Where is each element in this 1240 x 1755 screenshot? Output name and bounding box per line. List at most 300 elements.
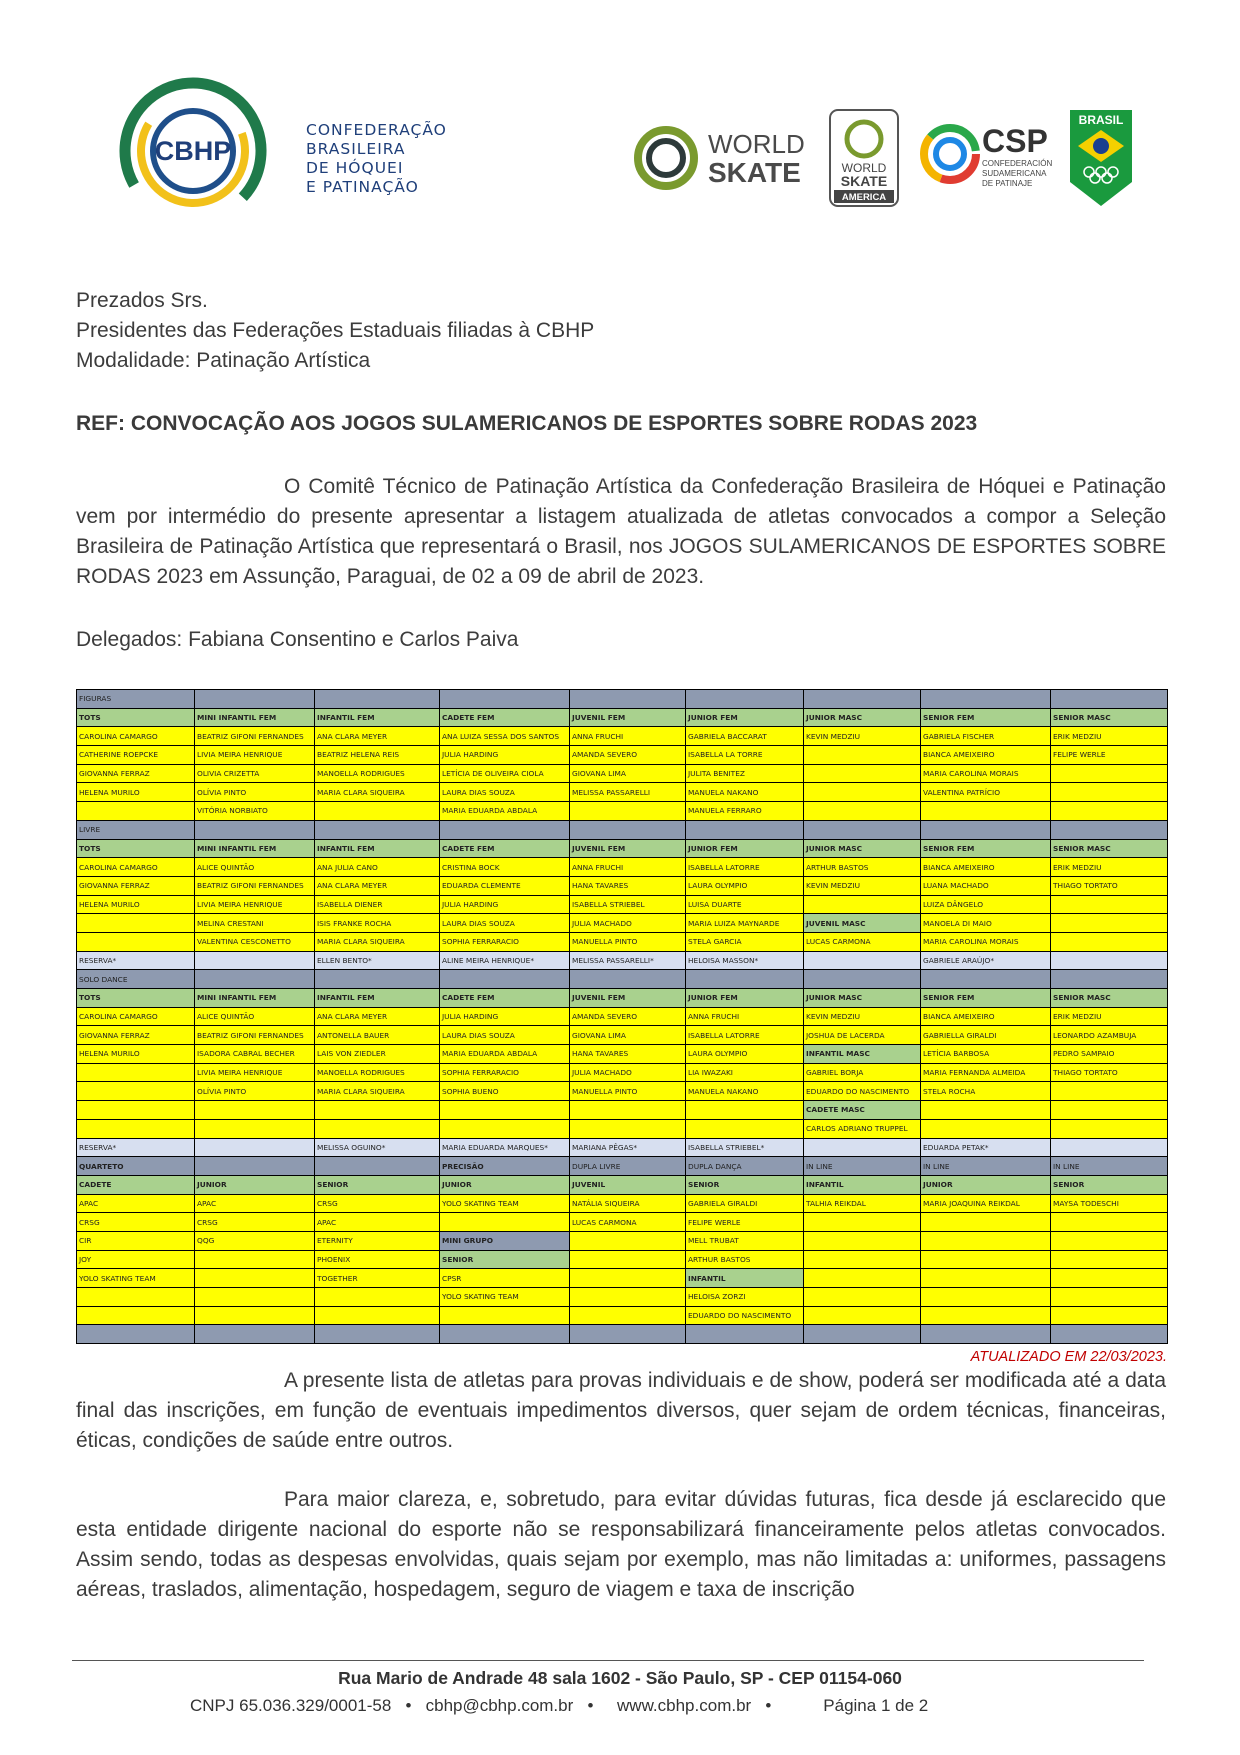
table-cell: MELISSA OGUINO* bbox=[315, 1138, 440, 1157]
table-cell bbox=[315, 1119, 440, 1138]
table-row bbox=[77, 1082, 1168, 1101]
table-cell bbox=[804, 746, 921, 765]
table-cell bbox=[315, 802, 440, 821]
table-cell: LETÍCIA BARBOSA bbox=[921, 1045, 1051, 1064]
table-cell: MANUELLA PINTO bbox=[570, 932, 686, 951]
table-cell: MINI GRUPO bbox=[440, 1231, 570, 1250]
notice-paragraph bbox=[76, 1366, 1166, 1456]
table-cell: BIANCA AMEIXEIRO bbox=[921, 1007, 1051, 1026]
table-cell bbox=[570, 1119, 686, 1138]
table-cell: QQG bbox=[195, 1231, 315, 1250]
svg-text:CSP: CSP bbox=[982, 123, 1048, 159]
table-cell: GABRIELLA GIRALDI bbox=[921, 1026, 1051, 1045]
table-cell: SENIOR bbox=[440, 1250, 570, 1269]
table-cell: LIVRE bbox=[77, 820, 195, 839]
table-cell: JUVENIL bbox=[570, 1175, 686, 1194]
table-cell bbox=[570, 1231, 686, 1250]
table-row bbox=[77, 1250, 1168, 1269]
table-cell bbox=[440, 690, 570, 709]
table-cell bbox=[804, 1306, 921, 1325]
table-cell: ERIK MEDZIU bbox=[1051, 858, 1168, 877]
table-cell: ISABELLA STRIEBEL bbox=[570, 895, 686, 914]
table-cell: PRECISÃO bbox=[440, 1157, 570, 1176]
table-cell: RESERVA* bbox=[77, 951, 195, 970]
table-cell: VITÓRIA NORBIATO bbox=[195, 802, 315, 821]
table-cell: JULIA HARDING bbox=[440, 895, 570, 914]
table-cell: FELIPE WERLE bbox=[686, 1213, 804, 1232]
table-cell bbox=[195, 1325, 315, 1344]
table-cell bbox=[921, 1231, 1051, 1250]
table-cell: ANA JULIA CANO bbox=[315, 858, 440, 877]
table-cell: SENIOR MASC bbox=[1051, 708, 1168, 727]
table-row bbox=[77, 1138, 1168, 1157]
table-cell: MARIA JOAQUINA REIKDAL bbox=[921, 1194, 1051, 1213]
table-cell: AMANDA SEVERO bbox=[570, 1007, 686, 1026]
table-cell bbox=[804, 1213, 921, 1232]
table-cell bbox=[315, 1288, 440, 1307]
table-cell bbox=[1051, 970, 1168, 989]
table-cell bbox=[804, 820, 921, 839]
table-row bbox=[77, 1026, 1168, 1045]
table-cell: ISABELLA STRIEBEL* bbox=[686, 1138, 804, 1157]
table-cell bbox=[440, 820, 570, 839]
table-cell: ALICE QUINTÃO bbox=[195, 858, 315, 877]
table-cell: TOTS bbox=[77, 708, 195, 727]
table-cell: GABRIELA FISCHER bbox=[921, 727, 1051, 746]
table-cell: BEATRIZ HELENA REIS bbox=[315, 746, 440, 765]
table-cell bbox=[77, 1082, 195, 1101]
table-cell bbox=[440, 1306, 570, 1325]
world-skate-america-logo bbox=[830, 110, 898, 206]
table-cell bbox=[804, 1138, 921, 1157]
table-cell bbox=[804, 690, 921, 709]
table-cell: MANUELA NAKANO bbox=[686, 783, 804, 802]
table-cell bbox=[1051, 895, 1168, 914]
table-cell: ANNA FRUCHI bbox=[686, 1007, 804, 1026]
table-cell: HANA TAVARES bbox=[570, 1045, 686, 1064]
table-cell bbox=[195, 1119, 315, 1138]
footer-website: www.cbhp.com.br bbox=[617, 1696, 752, 1715]
table-cell: ANNA FRUCHI bbox=[570, 858, 686, 877]
table-cell bbox=[77, 1119, 195, 1138]
table-cell bbox=[921, 1269, 1051, 1288]
table-cell: MARIA CLARA SIQUEIRA bbox=[315, 932, 440, 951]
table-cell: LAIS VON ZIEDLER bbox=[315, 1045, 440, 1064]
table-cell: IN LINE bbox=[804, 1157, 921, 1176]
table-cell bbox=[570, 690, 686, 709]
table-cell: ANA CLARA MEYER bbox=[315, 876, 440, 895]
table-row bbox=[77, 1175, 1168, 1194]
table-cell: ISABELLA LATORRE bbox=[686, 858, 804, 877]
table-cell: YOLO SKATING TEAM bbox=[77, 1269, 195, 1288]
table-cell: PHOENIX bbox=[315, 1250, 440, 1269]
table-cell: JUNIOR bbox=[440, 1175, 570, 1194]
table-cell: AMANDA SEVERO bbox=[570, 746, 686, 765]
table-cell: CAROLINA CAMARGO bbox=[77, 858, 195, 877]
table-cell: YOLO SKATING TEAM bbox=[440, 1288, 570, 1307]
table-cell bbox=[921, 820, 1051, 839]
table-cell bbox=[195, 1138, 315, 1157]
table-cell bbox=[921, 802, 1051, 821]
footer-email: cbhp@cbhp.com.br bbox=[425, 1696, 574, 1715]
cbhp-logo bbox=[118, 76, 268, 226]
table-cell: CPSR bbox=[440, 1269, 570, 1288]
table-cell: GIOVANNA FERRAZ bbox=[77, 764, 195, 783]
table-cell bbox=[315, 1101, 440, 1120]
table-cell bbox=[1051, 1119, 1168, 1138]
table-cell: ARTHUR BASTOS bbox=[686, 1250, 804, 1269]
table-cell: MELINA CRESTANI bbox=[195, 914, 315, 933]
intro-paragraph-text: O Comitê Técnico de Patinação Artística da Confederação Brasileira de Hóquei e Patinação vem por intermédio do presente apresentar a listagem atualizada de atletas convocados a compor a Seleção Brasileira de Patinação Artística que representará o Brasil, nos JOGOS SULAMERICANOS DE ESPORTES SOBRE RODAS 2023 em Assunção, Paraguai, de 02 a 09 de abril de 2023. bbox=[76, 475, 1166, 588]
table-cell bbox=[195, 690, 315, 709]
table-cell: MANUELLA PINTO bbox=[570, 1082, 686, 1101]
table-cell: SOPHIA FERRARACIO bbox=[440, 932, 570, 951]
table-cell: MINI INFANTIL FEM bbox=[195, 989, 315, 1008]
table-cell bbox=[921, 970, 1051, 989]
table-cell: KEVIN MEDZIU bbox=[804, 876, 921, 895]
table-cell bbox=[686, 820, 804, 839]
table-row bbox=[77, 895, 1168, 914]
table-cell bbox=[921, 1250, 1051, 1269]
table-cell: JUNIOR MASC bbox=[804, 839, 921, 858]
table-cell: ISABELLA LATORRE bbox=[686, 1026, 804, 1045]
svg-text:SUDAMERICANA: SUDAMERICANA bbox=[982, 169, 1047, 178]
table-cell: ERIK MEDZIU bbox=[1051, 727, 1168, 746]
table-cell: STELA GARCIA bbox=[686, 932, 804, 951]
table-row bbox=[77, 1063, 1168, 1082]
table-cell: MELISSA PASSARELLI* bbox=[570, 951, 686, 970]
table-cell: CRSG bbox=[77, 1213, 195, 1232]
table-cell bbox=[1051, 1269, 1168, 1288]
table-cell bbox=[570, 1269, 686, 1288]
delegates: Delegados: Fabiana Consentino e Carlos Paiva bbox=[76, 628, 519, 651]
table-cell: BEATRIZ GIFONI FERNANDES bbox=[195, 876, 315, 895]
table-row bbox=[77, 1325, 1168, 1344]
table-row bbox=[77, 876, 1168, 895]
table-cell bbox=[686, 1101, 804, 1120]
table-cell: TALHIA REIKDAL bbox=[804, 1194, 921, 1213]
intro-paragraph bbox=[76, 472, 1166, 592]
table-cell: EDUARDA PETAK* bbox=[921, 1138, 1051, 1157]
table-cell bbox=[686, 1325, 804, 1344]
csp-logo bbox=[924, 123, 1052, 188]
table-cell: LAURA DIAS SOUZA bbox=[440, 1026, 570, 1045]
table-cell bbox=[195, 1250, 315, 1269]
notice-paragraph-text: A presente lista de atletas para provas individuais e de show, poderá ser modificada até a data final das inscrições, em função de eventuais impedimentos diversos, quer sejam de ordem técnicas, financeiras, éticas, condições de saúde entre outros. bbox=[76, 1369, 1166, 1452]
table-cell: CRSG bbox=[315, 1194, 440, 1213]
table-cell: GIOVANNA FERRAZ bbox=[77, 1026, 195, 1045]
liability-paragraph bbox=[76, 1485, 1166, 1605]
table-cell: LUCAS CARMONA bbox=[570, 1213, 686, 1232]
table-cell: YOLO SKATING TEAM bbox=[440, 1194, 570, 1213]
table-row bbox=[77, 764, 1168, 783]
table-cell: ERIK MEDZIU bbox=[1051, 1007, 1168, 1026]
table-cell bbox=[686, 970, 804, 989]
table-cell: MANUELA NAKANO bbox=[686, 1082, 804, 1101]
table-row bbox=[77, 746, 1168, 765]
table-row bbox=[77, 914, 1168, 933]
table-cell: LEONARDO AZAMBUJA bbox=[1051, 1026, 1168, 1045]
table-cell bbox=[570, 1306, 686, 1325]
table-cell: ISADORA CABRAL BECHER bbox=[195, 1045, 315, 1064]
table-cell: JUVENIL FEM bbox=[570, 989, 686, 1008]
svg-text:DE PATINAJE: DE PATINAJE bbox=[982, 179, 1033, 188]
table-cell bbox=[1051, 1082, 1168, 1101]
table-cell: CAROLINA CAMARGO bbox=[77, 727, 195, 746]
table-cell bbox=[195, 1269, 315, 1288]
table-cell: MAYSA TODESCHI bbox=[1051, 1194, 1168, 1213]
table-cell: CADETE bbox=[77, 1175, 195, 1194]
table-cell bbox=[804, 764, 921, 783]
table-cell: OLIVIA CRIZETTA bbox=[195, 764, 315, 783]
table-cell bbox=[1051, 932, 1168, 951]
table-cell bbox=[315, 970, 440, 989]
table-cell: JUNIOR FEM bbox=[686, 708, 804, 727]
table-cell: LUIZA DÂNGELO bbox=[921, 895, 1051, 914]
table-cell: VALENTINA PATRÍCIO bbox=[921, 783, 1051, 802]
footer-page-number: Página 1 de 2 bbox=[823, 1696, 929, 1715]
liability-paragraph-text: Para maior clareza, e, sobretudo, para evitar dúvidas futuras, fica desde já esclarecido que esta entidade dirigente nacional do esporte não se responsabilizará financeiramente pelos atletas convocados. Assim sendo, todas as despesas envolvidas, quais sejam por exemplo, mas não limitadas a: uniformes, passagens aéreas, traslados, alimentação, hospedagem, seguro de viagem e taxa de inscrição bbox=[76, 1488, 1166, 1601]
table-cell bbox=[686, 1119, 804, 1138]
table-cell bbox=[77, 932, 195, 951]
table-cell bbox=[195, 820, 315, 839]
table-cell: RESERVA* bbox=[77, 1138, 195, 1157]
table-cell: MINI INFANTIL FEM bbox=[195, 708, 315, 727]
cbhp-name: CONFEDERAÇÃO BRASILEIRA DE HÓQUEI E PATINAÇÃO bbox=[306, 121, 447, 196]
table-cell: INFANTIL bbox=[686, 1269, 804, 1288]
salutation-line: Presidentes das Federações Estaduais filiadas à CBHP bbox=[76, 319, 595, 342]
table-cell: JUNIOR bbox=[921, 1175, 1051, 1194]
table-cell: LIVIA MEIRA HENRIQUE bbox=[195, 895, 315, 914]
table-cell bbox=[804, 951, 921, 970]
table-cell bbox=[570, 802, 686, 821]
table-cell: TOGETHER bbox=[315, 1269, 440, 1288]
table-cell: SENIOR FEM bbox=[921, 839, 1051, 858]
table-cell: KEVIN MEDZIU bbox=[804, 727, 921, 746]
table-cell: JULIA HARDING bbox=[440, 746, 570, 765]
table-cell bbox=[195, 1101, 315, 1120]
table-cell: EDUARDO DO NASCIMENTO bbox=[686, 1306, 804, 1325]
table-cell: LAURA DIAS SOUZA bbox=[440, 914, 570, 933]
table-cell: ETERNITY bbox=[315, 1231, 440, 1250]
table-cell: BIANCA AMEIXEIRO bbox=[921, 858, 1051, 877]
updated-date: ATUALIZADO EM 22/03/2023. bbox=[970, 1349, 1167, 1365]
athletes-table-wrap bbox=[76, 689, 1167, 1344]
table-cell: MANOELLA RODRIGUES bbox=[315, 764, 440, 783]
table-cell bbox=[1051, 914, 1168, 933]
table-cell bbox=[315, 690, 440, 709]
table-cell: HELOISA ZORZI bbox=[686, 1288, 804, 1307]
table-cell: JUVENIL FEM bbox=[570, 708, 686, 727]
table-cell: ISABELLA LA TORRE bbox=[686, 746, 804, 765]
table-cell: GIOVANA LIMA bbox=[570, 1026, 686, 1045]
table-row bbox=[77, 820, 1168, 839]
table-cell bbox=[570, 1101, 686, 1120]
table-cell: MARIA EDUARDA MARQUES* bbox=[440, 1138, 570, 1157]
table-cell: MINI INFANTIL FEM bbox=[195, 839, 315, 858]
table-cell: JULIA MACHADO bbox=[570, 914, 686, 933]
table-cell bbox=[315, 820, 440, 839]
table-row bbox=[77, 802, 1168, 821]
table-cell bbox=[440, 1119, 570, 1138]
table-cell bbox=[1051, 783, 1168, 802]
table-cell bbox=[921, 1119, 1051, 1138]
table-row bbox=[77, 1194, 1168, 1213]
table-cell bbox=[804, 1325, 921, 1344]
svg-text:CBHP: CBHP bbox=[154, 136, 232, 166]
table-cell bbox=[315, 1306, 440, 1325]
table-cell: DUPLA DANÇA bbox=[686, 1157, 804, 1176]
table-row bbox=[77, 989, 1168, 1008]
table-cell: LUANA MACHADO bbox=[921, 876, 1051, 895]
table-row bbox=[77, 951, 1168, 970]
table-cell bbox=[570, 1288, 686, 1307]
salutation bbox=[76, 286, 1166, 376]
table-cell: LIA IWAZAKI bbox=[686, 1063, 804, 1082]
table-cell bbox=[804, 783, 921, 802]
table-cell: MELL TRUBAT bbox=[686, 1231, 804, 1250]
table-cell: CARLOS ADRIANO TRUPPEL bbox=[804, 1119, 921, 1138]
reference-title: REF: CONVOCAÇÃO AOS JOGOS SULAMERICANOS DE ESPORTES SOBRE RODAS 2023 bbox=[76, 412, 978, 435]
table-cell: JOSHUA DE LACERDA bbox=[804, 1026, 921, 1045]
table-cell: HELOISA MASSON* bbox=[686, 951, 804, 970]
table-cell: CIR bbox=[77, 1231, 195, 1250]
table-cell: APAC bbox=[315, 1213, 440, 1232]
table-cell: JULIA HARDING bbox=[440, 1007, 570, 1026]
table-cell: GABRIELA BACCARAT bbox=[686, 727, 804, 746]
table-cell: LAURA OLYMPIO bbox=[686, 1045, 804, 1064]
table-cell: ARTHUR BASTOS bbox=[804, 858, 921, 877]
table-cell: HELENA MURILO bbox=[77, 1045, 195, 1064]
table-cell bbox=[1051, 1325, 1168, 1344]
table-cell: THIAGO TORTATO bbox=[1051, 1063, 1168, 1082]
table-row bbox=[77, 1269, 1168, 1288]
table-cell: LAURA DIAS SOUZA bbox=[440, 783, 570, 802]
table-cell: IN LINE bbox=[1051, 1157, 1168, 1176]
table-cell: TOTS bbox=[77, 989, 195, 1008]
table-cell bbox=[1051, 1250, 1168, 1269]
table-cell: ANA CLARA MEYER bbox=[315, 1007, 440, 1026]
table-cell: JUNIOR bbox=[195, 1175, 315, 1194]
table-cell: SENIOR bbox=[686, 1175, 804, 1194]
table-cell: CRISTINA BOCK bbox=[440, 858, 570, 877]
table-cell bbox=[686, 690, 804, 709]
table-cell: PEDRO SAMPAIO bbox=[1051, 1045, 1168, 1064]
table-cell: VALENTINA CESCONETTO bbox=[195, 932, 315, 951]
table-cell bbox=[1051, 1306, 1168, 1325]
table-row bbox=[77, 1213, 1168, 1232]
table-row bbox=[77, 690, 1168, 709]
athletes-table bbox=[76, 689, 1168, 1344]
table-row bbox=[77, 1231, 1168, 1250]
table-cell: CADETE FEM bbox=[440, 989, 570, 1008]
table-cell: IN LINE bbox=[921, 1157, 1051, 1176]
table-cell bbox=[804, 1250, 921, 1269]
table-cell bbox=[921, 1288, 1051, 1307]
world-skate-logo bbox=[638, 129, 805, 188]
table-cell bbox=[570, 1250, 686, 1269]
table-cell: MANOELLA RODRIGUES bbox=[315, 1063, 440, 1082]
table-cell: MARIA LUIZA MAYNARDE bbox=[686, 914, 804, 933]
table-cell bbox=[1051, 1213, 1168, 1232]
table-cell: ISABELLA DIENER bbox=[315, 895, 440, 914]
table-cell bbox=[804, 1269, 921, 1288]
table-cell bbox=[1051, 802, 1168, 821]
table-cell: MARIA CAROLINA MORAIS bbox=[921, 932, 1051, 951]
table-cell bbox=[921, 1213, 1051, 1232]
table-row bbox=[77, 1101, 1168, 1120]
table-cell: JUNIOR MASC bbox=[804, 708, 921, 727]
brasil-olympic-logo bbox=[1070, 110, 1132, 206]
table-cell bbox=[804, 1288, 921, 1307]
partner-logos bbox=[630, 106, 1140, 211]
table-cell: JUNIOR MASC bbox=[804, 989, 921, 1008]
table-cell: HANA TAVARES bbox=[570, 876, 686, 895]
table-cell: MARIA FERNANDA ALMEIDA bbox=[921, 1063, 1051, 1082]
table-cell: CADETE MASC bbox=[804, 1101, 921, 1120]
table-cell bbox=[804, 1231, 921, 1250]
table-cell bbox=[440, 1213, 570, 1232]
table-cell bbox=[1051, 951, 1168, 970]
table-cell: MARIA CLARA SIQUEIRA bbox=[315, 783, 440, 802]
footer-divider bbox=[72, 1660, 1144, 1661]
table-cell: DUPLA LIVRE bbox=[570, 1157, 686, 1176]
table-row bbox=[77, 1157, 1168, 1176]
table-cell bbox=[77, 1325, 195, 1344]
table-cell: INFANTIL bbox=[804, 1175, 921, 1194]
table-cell: INFANTIL FEM bbox=[315, 989, 440, 1008]
footer-cnpj: CNPJ 65.036.329/0001-58 bbox=[190, 1696, 392, 1715]
table-cell bbox=[570, 970, 686, 989]
table-cell bbox=[804, 970, 921, 989]
svg-text:BRASIL: BRASIL bbox=[1078, 113, 1124, 127]
table-cell bbox=[195, 1306, 315, 1325]
table-cell bbox=[804, 802, 921, 821]
table-cell: INFANTIL FEM bbox=[315, 839, 440, 858]
table-cell bbox=[440, 1325, 570, 1344]
table-cell: GABRIELA GIRALDI bbox=[686, 1194, 804, 1213]
table-row bbox=[77, 932, 1168, 951]
svg-text:WORLD: WORLD bbox=[708, 129, 805, 159]
table-cell: THIAGO TORTATO bbox=[1051, 876, 1168, 895]
table-cell: HELENA MURILO bbox=[77, 783, 195, 802]
table-row bbox=[77, 1119, 1168, 1138]
table-cell: SENIOR MASC bbox=[1051, 839, 1168, 858]
table-cell bbox=[315, 1325, 440, 1344]
table-cell: QUARTETO bbox=[77, 1157, 195, 1176]
table-row bbox=[77, 970, 1168, 989]
footer-address: Rua Mario de Andrade 48 sala 1602 - São Paulo, SP - CEP 01154-060 bbox=[338, 1668, 902, 1688]
svg-text:CONFEDERACIÓN: CONFEDERACIÓN bbox=[982, 159, 1053, 168]
table-cell: GABRIELE ARAÚJO* bbox=[921, 951, 1051, 970]
table-cell bbox=[77, 914, 195, 933]
table-cell: JUNIOR FEM bbox=[686, 839, 804, 858]
table-cell bbox=[1051, 1138, 1168, 1157]
table-cell: MARIANA PÊGAS* bbox=[570, 1138, 686, 1157]
table-cell: ANA LUIZA SESSA DOS SANTOS bbox=[440, 727, 570, 746]
table-cell: ELLEN BENTO* bbox=[315, 951, 440, 970]
table-cell bbox=[804, 895, 921, 914]
table-cell bbox=[195, 951, 315, 970]
table-cell: TOTS bbox=[77, 839, 195, 858]
table-cell: OLÍVIA PINTO bbox=[195, 1082, 315, 1101]
table-cell bbox=[1051, 1101, 1168, 1120]
table-cell: SOPHIA FERRARACIO bbox=[440, 1063, 570, 1082]
table-cell: LIVIA MEIRA HENRIQUE bbox=[195, 1063, 315, 1082]
table-cell bbox=[1051, 764, 1168, 783]
salutation-line: Modalidade: Patinação Artística bbox=[76, 349, 371, 372]
table-cell: EDUARDO DO NASCIMENTO bbox=[804, 1082, 921, 1101]
